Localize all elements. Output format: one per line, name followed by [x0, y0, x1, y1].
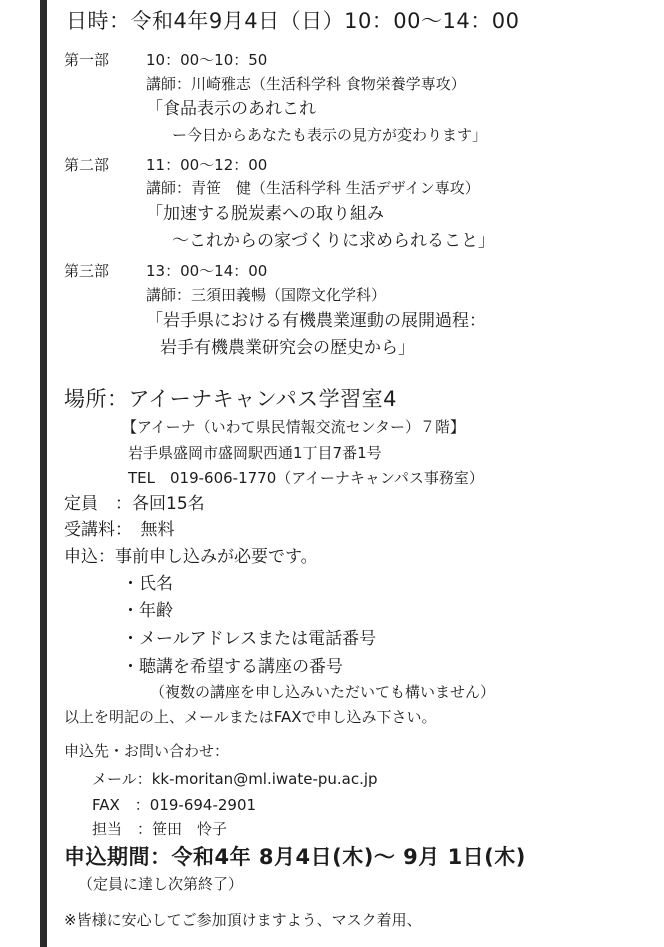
- session-3-title-line2: 岩手有機農業研究会の歴史から」: [160, 338, 415, 358]
- session-2-lecturer: 講師：青笹 健（生活科学科 生活デザイン専攻）: [146, 179, 480, 197]
- session-1-title-line1: 「食品表示のあれこれ: [146, 99, 316, 119]
- contact-fax: FAX ：019-694-2901: [92, 796, 257, 814]
- session-3-time: 13：00〜14：00: [146, 262, 268, 280]
- application-instruction: 以上を明記の上、メールまたはFAXで申し込み下さい。: [64, 708, 437, 726]
- application-item-course: ・聴講を希望する講座の番号: [122, 657, 343, 677]
- session-1-title-line2: ー今日からあなたも表示の見方が変わります」: [172, 126, 488, 144]
- session-1-part: 第一部: [64, 51, 110, 69]
- session-2-title-line1: 「加速する脱炭素への取り組み: [146, 204, 384, 224]
- footer-note: ※皆様に安心してご参加頂けますよう、マスク着用、: [64, 911, 422, 929]
- application-item-name: ・氏名: [122, 574, 173, 594]
- session-2-time: 11：00〜12：00: [146, 156, 268, 174]
- application-item-age: ・年齢: [122, 601, 173, 621]
- venue-tel: TEL 019-606-1770（アイーナキャンパス事務室）: [128, 469, 484, 487]
- session-3-title-line1: 「岩手県における有機農業運動の展開過程：: [146, 311, 486, 331]
- session-2-title-line2: 〜これからの家づくりに求められること」: [172, 231, 495, 251]
- application-period-note: （定員に達し次第終了）: [78, 875, 244, 893]
- capacity: 定員 ：各回15名: [64, 494, 205, 514]
- margin-rule: [40, 0, 47, 947]
- session-1-time: 10：00〜10：50: [146, 51, 268, 69]
- venue-address: 岩手県盛岡市盛岡駅西通1丁目7番1号: [128, 444, 382, 462]
- contact-heading: 申込先・お問い合わせ：: [64, 742, 230, 760]
- application-item-contact: ・メールアドレスまたは電話番号: [122, 629, 377, 649]
- session-1-lecturer: 講師：川崎雅志（生活科学科 食物栄養学専攻）: [146, 75, 466, 93]
- application-note: （複数の講座を申し込みいただいても構いません）: [150, 683, 496, 701]
- session-3-lecturer: 講師：三須田義暢（国際文化学科）: [146, 286, 387, 304]
- contact-person: 担当 ：笹田 怜子: [92, 820, 228, 838]
- application-period: 申込期間：令和4年 8月4日(木)〜 9月 1日(木): [64, 845, 526, 869]
- fee: 受講料： 無料: [64, 520, 175, 540]
- application-heading: 申込：事前申し込みが必要です。: [64, 547, 318, 567]
- session-3-part: 第三部: [64, 262, 110, 280]
- event-datetime: 日時：令和4年9月4日（日）10：00〜14：00: [66, 9, 520, 33]
- session-2-part: 第二部: [64, 156, 110, 174]
- venue-building: 【アイーナ（いわて県民情報交流センター）７階】: [122, 418, 466, 436]
- venue-heading: 場所：アイーナキャンパス学習室4: [64, 387, 397, 411]
- contact-mail: メール：kk-moritan@ml.iwate-pu.ac.jp: [92, 770, 378, 788]
